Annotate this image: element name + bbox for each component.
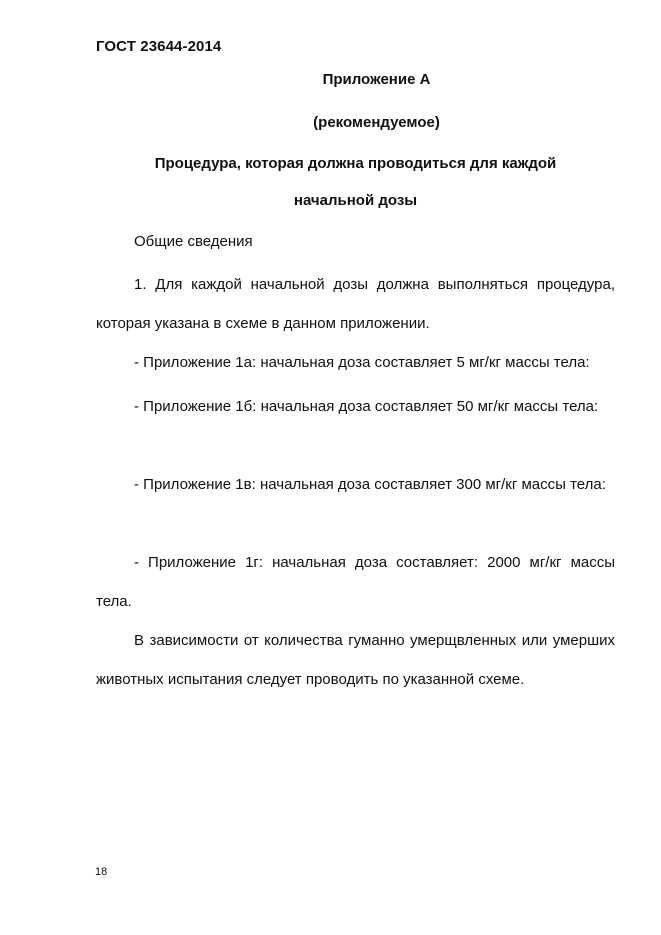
paragraph-appendix-1d: - Приложение 1г: начальная доза составляет: 2000 мг/кг массы тела. xyxy=(96,554,615,610)
page-number: 18 xyxy=(95,866,108,878)
standard-header: ГОСТ 23644-2014 xyxy=(96,38,222,55)
procedure-title-line2: начальной дозы xyxy=(293,192,418,209)
paragraph-dependency: В зависимости от количества гуманно умерщвленных или умерших животных испытания следует проводить по указанной схеме. xyxy=(96,632,615,688)
paragraph-appendix-1a: - Приложение 1а: начальная доза составляет 5 мг/кг массы тела: xyxy=(134,354,590,371)
paragraph-appendix-1b: - Приложение 1б: начальная доза составляет 50 мг/кг массы тела: xyxy=(134,398,599,415)
paragraph-appendix-1c: - Приложение 1в: начальная доза составляет 300 мг/кг массы тела: xyxy=(134,476,606,493)
appendix-kind: (рекомендуемое) xyxy=(313,114,440,131)
section-heading: Общие сведения xyxy=(134,233,253,250)
procedure-title-line1: Процедура, которая должна проводиться для каждой xyxy=(154,155,557,172)
paragraph-procedure: 1. Для каждой начальной дозы должна выполняться процедура, которая указана в схеме в данном приложении. xyxy=(96,276,615,332)
appendix-title: Приложение А xyxy=(322,71,431,88)
